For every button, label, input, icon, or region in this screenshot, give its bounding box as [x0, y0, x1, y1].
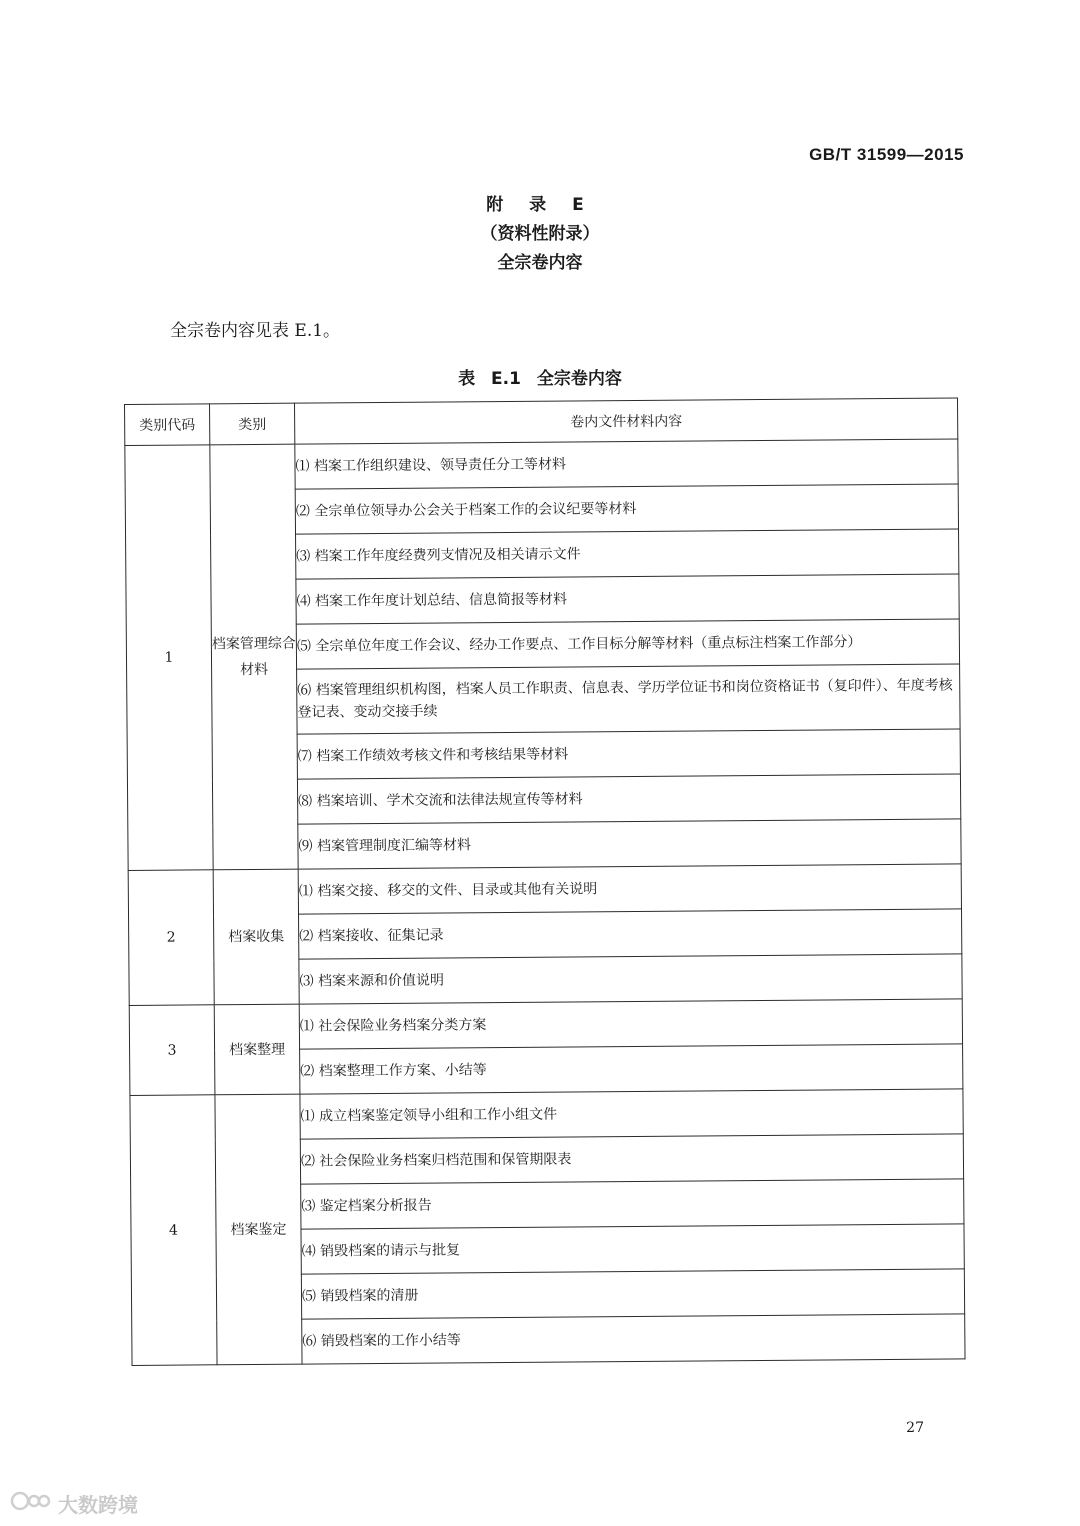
standard-number: GB/T 31599—2015 — [809, 145, 964, 164]
content-item: ⑵ 档案接收、征集记录 — [299, 909, 962, 959]
table-row — [130, 1089, 963, 1141]
content-item: ⑼ 档案管理制度汇编等材料 — [298, 819, 961, 869]
category-name: 档案收集 — [213, 869, 299, 1005]
category-name: 档案整理 — [214, 1004, 300, 1095]
category-code: 3 — [129, 1005, 215, 1096]
page-number: 27 — [906, 1420, 924, 1436]
content-item: ⑴ 档案交接、移交的文件、目录或其他有关说明 — [298, 864, 961, 914]
content-item: ⑻ 档案培训、学术交流和法律法规宣传等材料 — [297, 774, 960, 824]
table-row — [129, 999, 962, 1051]
category-name: 档案鉴定 — [215, 1094, 302, 1365]
appendix-name: 全宗卷内容 — [497, 253, 583, 273]
category-code: 1 — [125, 445, 213, 871]
header-code: 类别代码 — [125, 404, 210, 446]
category-code: 2 — [128, 870, 214, 1006]
brand-logo-icon — [10, 1488, 52, 1519]
intro-paragraph: 全宗卷内容见表 E.1。 — [170, 321, 341, 341]
appendix-subtitle: （资料性附录） — [480, 224, 600, 244]
appendix-title: 附 录 E — [486, 195, 594, 215]
category-code: 4 — [130, 1095, 217, 1366]
content-item: ⑶ 档案工作年度经费列支情况及相关请示文件 — [296, 529, 959, 579]
content-item: ⑺ 档案工作绩效考核文件和考核结果等材料 — [297, 729, 960, 779]
content-item: ⑸ 销毁档案的清册 — [301, 1269, 964, 1319]
header-category: 类别 — [210, 403, 295, 445]
content-item: ⑴ 成立档案鉴定领导小组和工作小组文件 — [300, 1089, 963, 1139]
watermark — [10, 1488, 138, 1519]
content-item: ⑵ 全宗单位领导办公会关于档案工作的会议纪要等材料 — [295, 484, 958, 534]
content-item: ⑹ 销毁档案的工作小结等 — [302, 1314, 965, 1364]
content-item: ⑴ 档案工作组织建设、领导责任分工等材料 — [295, 439, 958, 489]
content-item: ⑸ 全宗单位年度工作会议、经办工作要点、工作目标分解等材料（重点标注档案工作部分） — [296, 619, 959, 669]
table-row — [125, 439, 958, 491]
content-item: ⑵ 社会保险业务档案归档范围和保管期限表 — [300, 1134, 963, 1184]
content-item: ⑶ 鉴定档案分析报告 — [301, 1179, 964, 1229]
content-item: ⑷ 销毁档案的请示与批复 — [301, 1224, 964, 1274]
content-item: ⑶ 档案来源和价值说明 — [299, 954, 962, 1004]
table-caption: 表 E.1 全宗卷内容 — [458, 369, 622, 389]
table-header-row — [125, 398, 958, 446]
content-item: ⑹ 档案管理组织机构图，档案人员工作职责、信息表、学历学位证书和岗位资格证书（复印件）、年度考核登记表、变动交接手续 — [297, 664, 960, 734]
header-content: 卷内文件材料内容 — [294, 398, 957, 444]
category-name: 档案管理综合材料 — [210, 444, 298, 870]
content-item: ⑴ 社会保险业务档案分类方案 — [299, 999, 962, 1049]
content-table — [124, 397, 966, 1366]
watermark-text: 大数跨境 — [58, 1493, 138, 1517]
content-item: ⑷ 档案工作年度计划总结、信息简报等材料 — [296, 574, 959, 624]
content-item: ⑵ 档案整理工作方案、小结等 — [300, 1044, 963, 1094]
table-row — [128, 864, 961, 916]
